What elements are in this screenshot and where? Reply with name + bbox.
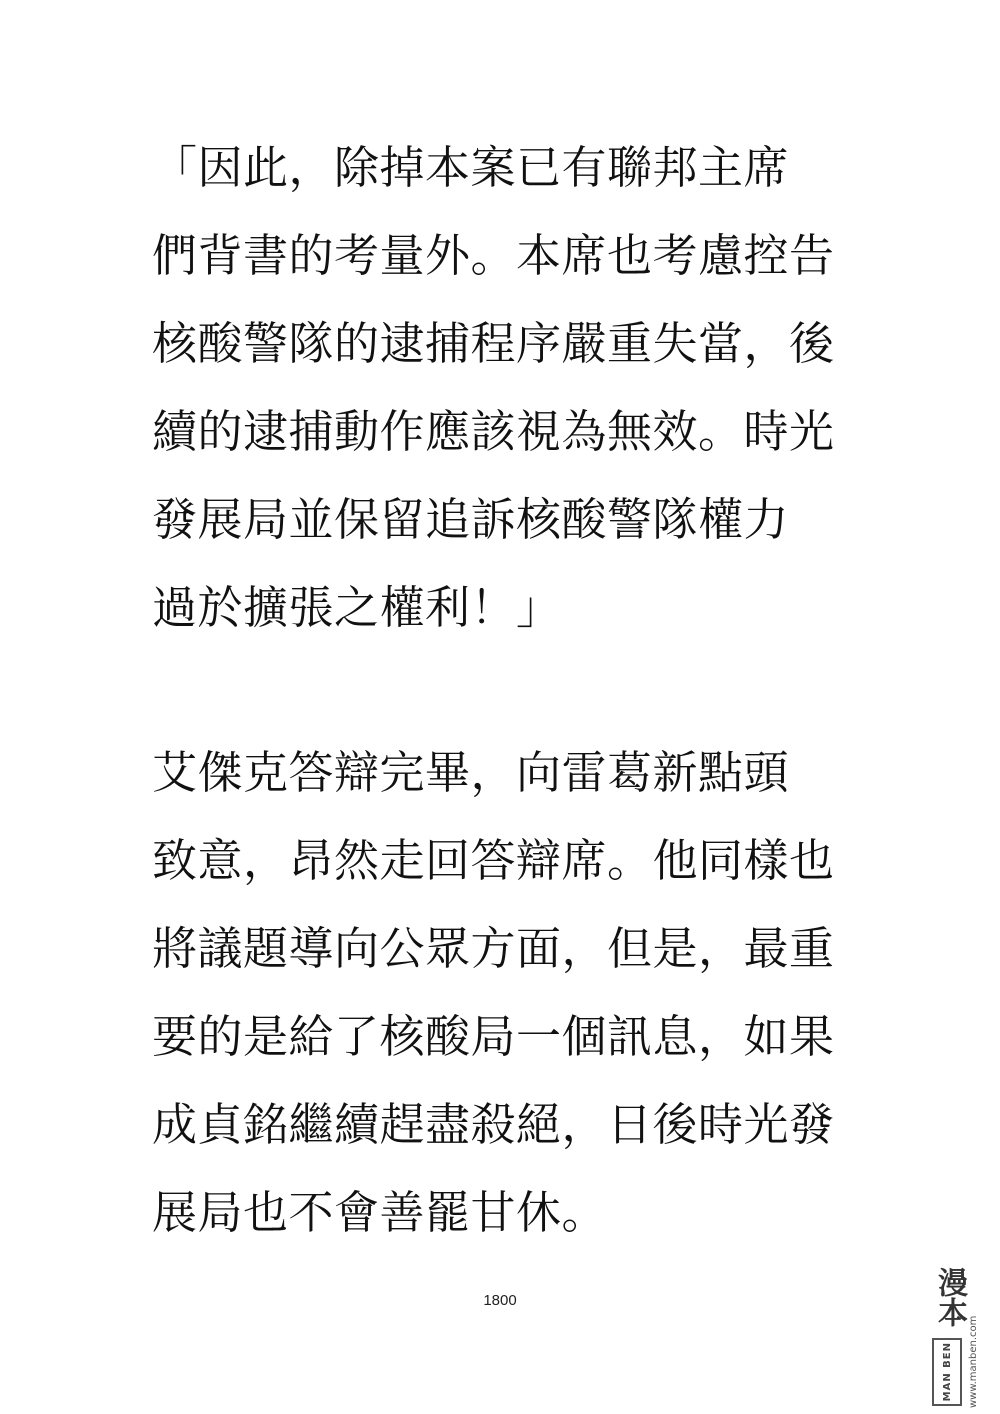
text-line: 致意，昂然走回答辯席。他同樣也	[152, 834, 835, 887]
paragraph-1	[152, 124, 852, 652]
text-line: 核酸警隊的逮捕程序嚴重失當，後	[152, 317, 835, 370]
text-line: 艾傑克答辯完畢，向雷葛新點頭	[152, 746, 790, 799]
text-line: 過於擴張之權利！」	[152, 581, 562, 634]
watermark-title: 漫本	[932, 1267, 967, 1327]
text-line: 要的是給了核酸局一個訊息，如果	[152, 1010, 835, 1063]
text-line: 「因此，除掉本案已有聯邦主席	[152, 141, 790, 194]
text-line: 續的逮捕動作應該視為無效。時光	[152, 405, 835, 458]
page-number: 1800	[483, 1292, 517, 1309]
text-line: 展局也不會善罷甘休。	[152, 1186, 608, 1239]
text-line: 成貞銘繼續趕盡殺絕，日後時光發	[152, 1098, 835, 1151]
watermark-logo	[932, 1258, 992, 1408]
text-line: 將議題導向公眾方面，但是，最重	[152, 922, 835, 975]
watermark-url: www.manben.com	[968, 1315, 979, 1408]
watermark-badge	[932, 1338, 962, 1406]
text-line: 發展局並保留追訴核酸警隊權力	[152, 493, 790, 546]
text-line: 們背書的考量外。本席也考慮控告	[152, 229, 835, 282]
paragraph-2	[152, 729, 852, 1257]
watermark-badge-text: MAN BEN	[941, 1342, 953, 1402]
